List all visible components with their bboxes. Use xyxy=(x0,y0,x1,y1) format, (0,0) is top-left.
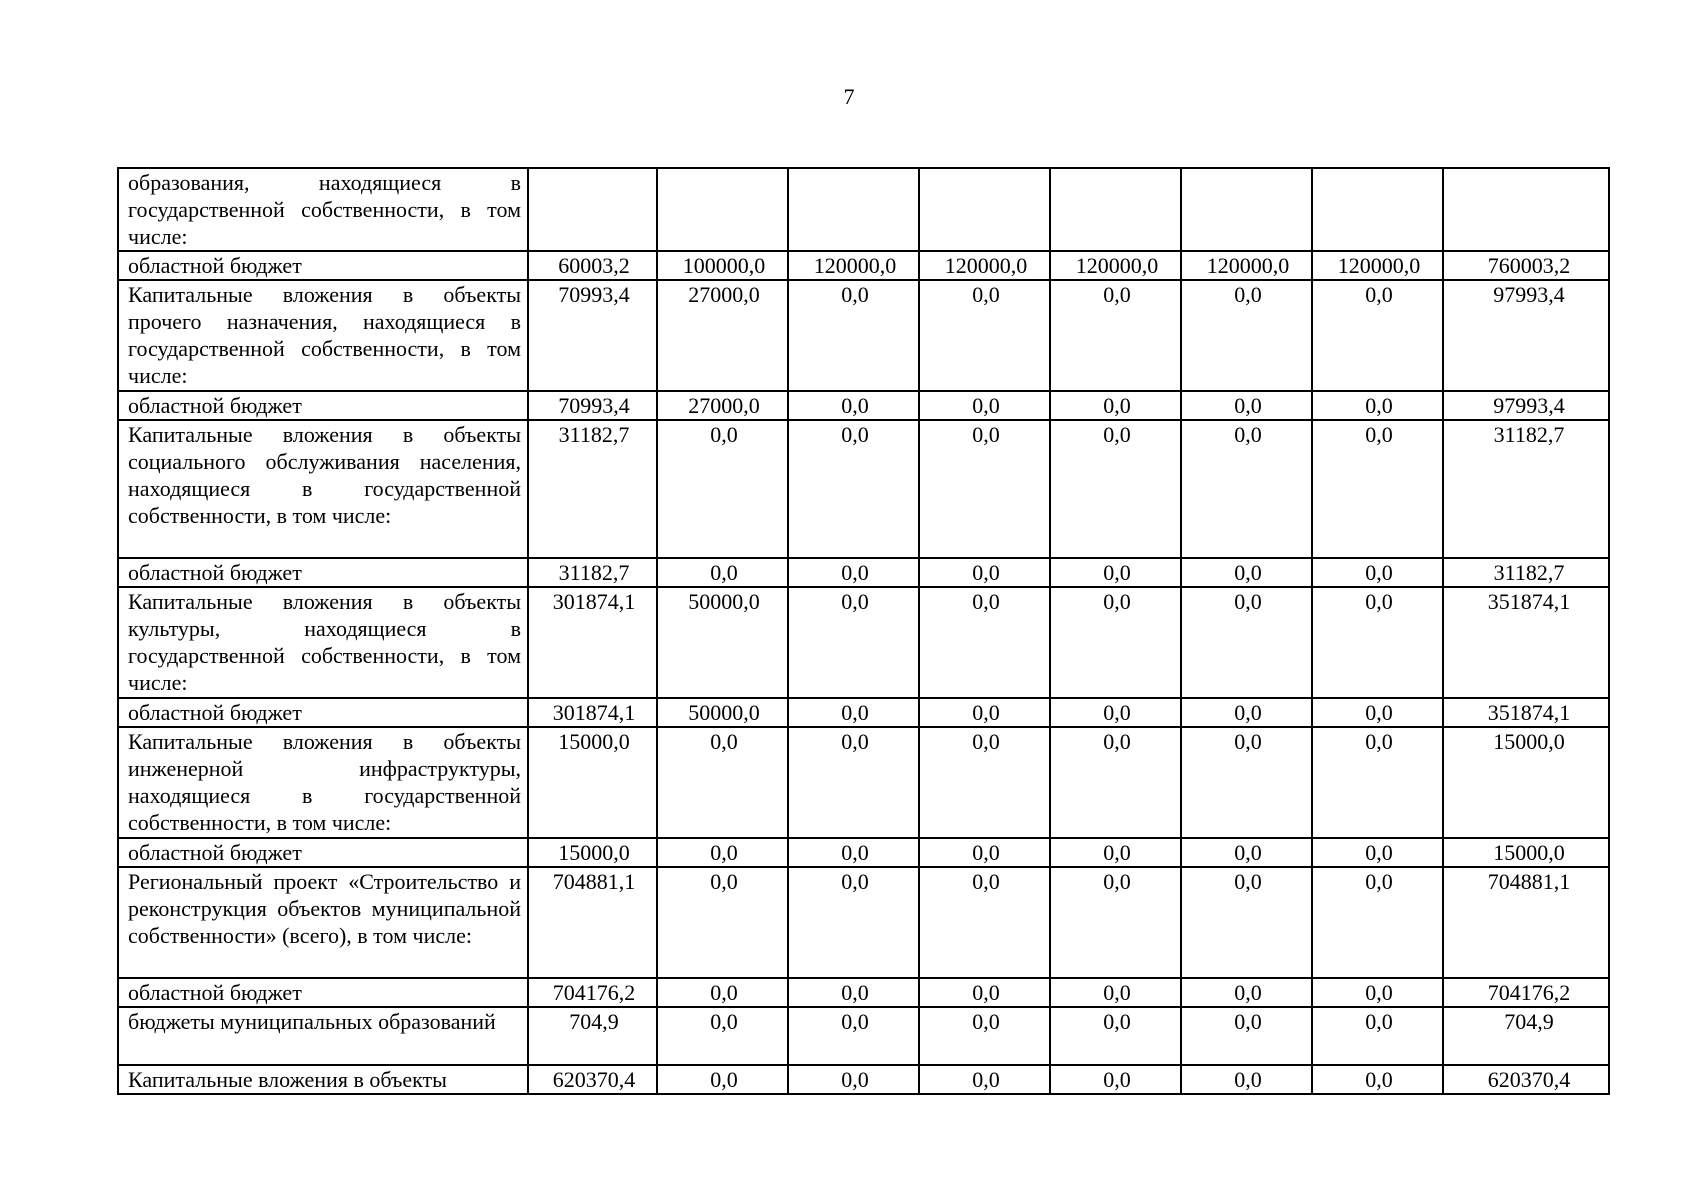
table-row xyxy=(118,587,1609,698)
value-cell: 0,0 xyxy=(788,867,919,978)
value-cell: 0,0 xyxy=(1181,698,1312,727)
value-cell: 0,0 xyxy=(1050,280,1181,391)
total-cell: 97993,4 xyxy=(1443,391,1609,420)
row-label: областной бюджет xyxy=(118,698,528,727)
value-cell: 0,0 xyxy=(1050,1007,1181,1065)
row-label: областной бюджет xyxy=(118,251,528,280)
total-cell: 704,9 xyxy=(1443,1007,1609,1065)
total-cell: 31182,7 xyxy=(1443,420,1609,558)
value-cell: 0,0 xyxy=(788,838,919,867)
value-cell: 0,0 xyxy=(1312,1065,1443,1094)
row-label: областной бюджет xyxy=(118,838,528,867)
table-row xyxy=(118,251,1609,280)
row-label: Капитальные вложения в объекты инженерной инфраструктуры, находящиеся в государственной собственности, в том числе: xyxy=(118,727,528,838)
row-label: областной бюджет xyxy=(118,978,528,1007)
value-cell: 0,0 xyxy=(788,1065,919,1094)
value-cell: 0,0 xyxy=(1312,838,1443,867)
value-cell: 0,0 xyxy=(657,838,788,867)
value-cell: 0,0 xyxy=(1312,867,1443,978)
row-label: Капитальные вложения в объекты прочего назначения, находящиеся в государственной собственности, в том числе: xyxy=(118,280,528,391)
row-label: Капитальные вложения в объекты социального обслуживания населения, находящиеся в государственной собственности, в том числе: xyxy=(118,420,528,558)
value-cell: 0,0 xyxy=(1050,558,1181,587)
total-cell: 15000,0 xyxy=(1443,727,1609,838)
value-cell: 0,0 xyxy=(788,280,919,391)
value-cell: 0,0 xyxy=(1181,1007,1312,1065)
budget-table xyxy=(117,167,1610,1095)
value-cell: 50000,0 xyxy=(657,587,788,698)
value-cell: 0,0 xyxy=(657,978,788,1007)
total-cell: 704881,1 xyxy=(1443,867,1609,978)
value-cell: 0,0 xyxy=(788,727,919,838)
total-cell: 31182,7 xyxy=(1443,558,1609,587)
value-cell: 120000,0 xyxy=(1181,251,1312,280)
table-row xyxy=(118,838,1609,867)
value-cell xyxy=(919,168,1050,251)
value-cell: 0,0 xyxy=(1050,867,1181,978)
value-cell: 0,0 xyxy=(657,1007,788,1065)
value-cell xyxy=(1181,168,1312,251)
total-cell: 704176,2 xyxy=(1443,978,1609,1007)
value-cell: 0,0 xyxy=(1181,727,1312,838)
value-cell: 50000,0 xyxy=(657,698,788,727)
value-cell: 0,0 xyxy=(1181,280,1312,391)
value-cell: 0,0 xyxy=(1312,1007,1443,1065)
value-cell: 0,0 xyxy=(1181,867,1312,978)
value-cell: 0,0 xyxy=(788,558,919,587)
row-label: Капитальные вложения в объекты культуры, находящиеся в государственной собственности, в том числе: xyxy=(118,587,528,698)
total-cell: 620370,4 xyxy=(1443,1065,1609,1094)
row-label: Капитальные вложения в объекты xyxy=(118,1065,528,1094)
value-cell: 31182,7 xyxy=(528,420,657,558)
value-cell xyxy=(788,168,919,251)
row-label: бюджеты муниципальных образований xyxy=(118,1007,528,1065)
value-cell: 0,0 xyxy=(788,420,919,558)
value-cell: 27000,0 xyxy=(657,280,788,391)
value-cell: 0,0 xyxy=(1312,978,1443,1007)
value-cell xyxy=(657,168,788,251)
value-cell: 0,0 xyxy=(1181,1065,1312,1094)
value-cell: 0,0 xyxy=(919,867,1050,978)
value-cell: 0,0 xyxy=(919,1007,1050,1065)
value-cell: 0,0 xyxy=(1181,558,1312,587)
value-cell: 0,0 xyxy=(1050,1065,1181,1094)
row-label: областной бюджет xyxy=(118,558,528,587)
row-label: областной бюджет xyxy=(118,391,528,420)
value-cell: 0,0 xyxy=(919,978,1050,1007)
value-cell: 0,0 xyxy=(919,391,1050,420)
value-cell: 0,0 xyxy=(788,1007,919,1065)
total-cell: 351874,1 xyxy=(1443,698,1609,727)
value-cell: 0,0 xyxy=(1050,838,1181,867)
value-cell: 15000,0 xyxy=(528,838,657,867)
value-cell: 0,0 xyxy=(919,558,1050,587)
value-cell: 0,0 xyxy=(1050,698,1181,727)
value-cell: 70993,4 xyxy=(528,391,657,420)
value-cell: 70993,4 xyxy=(528,280,657,391)
value-cell: 31182,7 xyxy=(528,558,657,587)
value-cell: 0,0 xyxy=(1312,698,1443,727)
value-cell: 0,0 xyxy=(1312,420,1443,558)
value-cell: 0,0 xyxy=(919,280,1050,391)
table-row xyxy=(118,727,1609,838)
value-cell: 0,0 xyxy=(919,1065,1050,1094)
total-cell: 15000,0 xyxy=(1443,838,1609,867)
value-cell: 0,0 xyxy=(1050,420,1181,558)
total-cell xyxy=(1443,168,1609,251)
value-cell: 15000,0 xyxy=(528,727,657,838)
value-cell: 0,0 xyxy=(1050,978,1181,1007)
table-row xyxy=(118,420,1609,558)
table-row xyxy=(118,1007,1609,1065)
value-cell: 0,0 xyxy=(1312,727,1443,838)
value-cell: 0,0 xyxy=(919,727,1050,838)
value-cell: 120000,0 xyxy=(919,251,1050,280)
value-cell: 0,0 xyxy=(1181,978,1312,1007)
value-cell: 0,0 xyxy=(788,698,919,727)
value-cell: 0,0 xyxy=(1312,280,1443,391)
total-cell: 97993,4 xyxy=(1443,280,1609,391)
value-cell: 0,0 xyxy=(788,978,919,1007)
value-cell: 0,0 xyxy=(1181,587,1312,698)
value-cell: 0,0 xyxy=(657,558,788,587)
table-row xyxy=(118,1065,1609,1094)
row-label: Региональный проект «Строительство и реконструкция объектов муниципальной собственности» (всего), в том числе: xyxy=(118,867,528,978)
table-row xyxy=(118,280,1609,391)
value-cell: 120000,0 xyxy=(788,251,919,280)
value-cell: 704176,2 xyxy=(528,978,657,1007)
value-cell: 301874,1 xyxy=(528,587,657,698)
value-cell: 0,0 xyxy=(657,1065,788,1094)
table-row xyxy=(118,978,1609,1007)
value-cell: 0,0 xyxy=(919,838,1050,867)
value-cell xyxy=(1050,168,1181,251)
table-row xyxy=(118,867,1609,978)
value-cell: 704881,1 xyxy=(528,867,657,978)
total-cell: 351874,1 xyxy=(1443,587,1609,698)
value-cell: 120000,0 xyxy=(1312,251,1443,280)
value-cell: 0,0 xyxy=(1312,391,1443,420)
value-cell: 0,0 xyxy=(1050,727,1181,838)
value-cell: 0,0 xyxy=(919,420,1050,558)
value-cell: 0,0 xyxy=(788,391,919,420)
value-cell: 27000,0 xyxy=(657,391,788,420)
page-number: 7 xyxy=(843,84,855,109)
value-cell: 0,0 xyxy=(788,587,919,698)
value-cell: 0,0 xyxy=(919,698,1050,727)
total-cell: 760003,2 xyxy=(1443,251,1609,280)
value-cell: 0,0 xyxy=(1050,391,1181,420)
value-cell: 0,0 xyxy=(1181,391,1312,420)
value-cell: 0,0 xyxy=(1181,838,1312,867)
value-cell: 0,0 xyxy=(1312,587,1443,698)
table-row xyxy=(118,168,1609,251)
value-cell: 0,0 xyxy=(919,587,1050,698)
table-row xyxy=(118,391,1609,420)
value-cell: 0,0 xyxy=(1312,558,1443,587)
value-cell: 100000,0 xyxy=(657,251,788,280)
value-cell: 704,9 xyxy=(528,1007,657,1065)
value-cell: 120000,0 xyxy=(1050,251,1181,280)
value-cell: 620370,4 xyxy=(528,1065,657,1094)
value-cell: 60003,2 xyxy=(528,251,657,280)
value-cell: 0,0 xyxy=(657,867,788,978)
value-cell: 0,0 xyxy=(657,727,788,838)
table-row xyxy=(118,698,1609,727)
value-cell xyxy=(1312,168,1443,251)
value-cell: 0,0 xyxy=(1181,420,1312,558)
row-label: образования, находящиеся в государственной собственности, в том числе: xyxy=(118,168,528,251)
value-cell: 301874,1 xyxy=(528,698,657,727)
table-row xyxy=(118,558,1609,587)
value-cell: 0,0 xyxy=(1050,587,1181,698)
value-cell: 0,0 xyxy=(657,420,788,558)
value-cell xyxy=(528,168,657,251)
